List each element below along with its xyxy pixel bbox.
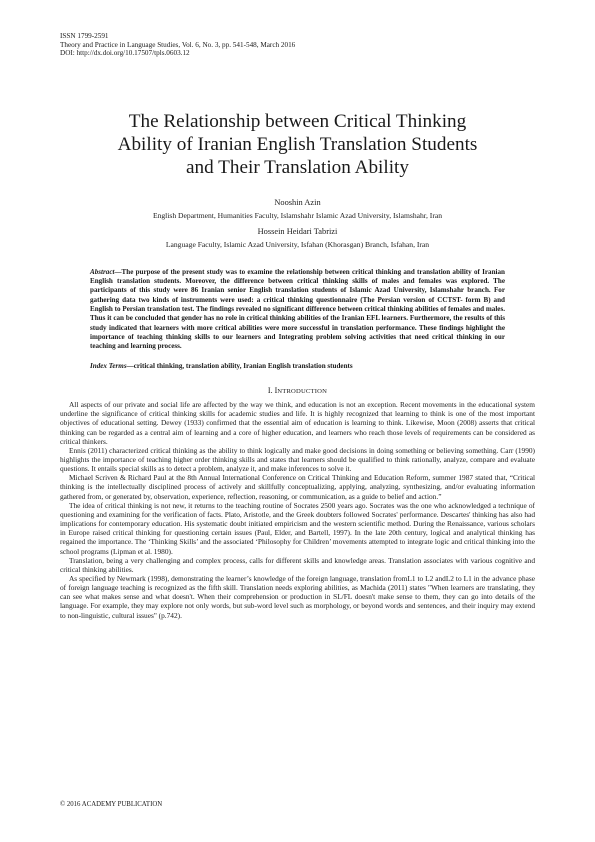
doi-link[interactable]: DOI: http://dx.doi.org/10.17507/tpls.0603.12 (60, 49, 190, 58)
abstract (90, 268, 505, 352)
index-terms-text: —critical thinking, translation ability, Iranian English translation students (126, 361, 353, 370)
paragraph: Translation, being a very challenging and complex process, calls for different skills and knowledge areas. Translation associates with various cognitive and critical thinking abilities. (60, 555, 535, 574)
body-text (60, 400, 535, 620)
paper-page (60, 32, 535, 620)
index-terms (90, 362, 505, 371)
title-line-1: The Relationship between Critical Thinking (128, 110, 467, 132)
index-terms-label: Index Terms (90, 361, 127, 370)
footer-copyright: © 2016 ACADEMY PUBLICATION (60, 801, 163, 808)
section-name: NTRODUCTION (277, 388, 328, 396)
title-line-3: and Their Translation Ability (186, 156, 409, 178)
author-name: Hossein Heidari Tabrizi (257, 227, 338, 237)
paragraph: As specified by Newmark (1998), demonstrating the learner’s knowledge of the foreign language, translation fromL1 to L2 andL2 to L1 in the advance phase of foreign language teaching is recognized as the fifth skill. Translation needs exploring abilities, as Machida (2011) states "When learners are translating, they can see what makes sense and what doesn't. When their comprehension or production in SL/FL doesn't make sense to them, they can go into details of the language. For example, they may explore not only words, but sub-word level such as morphology, or beyond words and sentences, and their inquiry may extend to non-linguistic, cultural issues" (p.742). (60, 574, 535, 620)
paper-title (60, 110, 535, 179)
paragraph: Michael Scriven & Richard Paul at the 8th Annual International Conference on Critical Thinking and Education Reform, summer 1987 stated that, “Critical thinking is the intellectually disciplined process of actively and skillfully conceptualizing, applying, analyzing, synthesizing, and/or evaluating information gathered from, or generated by, observation, experience, reflection, reasoning, or communication, as a guide to belief and action.” (60, 473, 535, 501)
issn: ISSN 1799-2591 (60, 32, 109, 40)
abstract-label: Abstract (90, 267, 115, 276)
paragraph: Ennis (2011) characterized critical thinking as the ability to think logically and make good decisions in doing something or believing something. Carr (1990) highlights the importance of teaching higher order thinking skills and states that learners should be qualified to think rationally, analyze, compare and evaluate questions. It entails special skills as to detect a problem, analyze it, and make inferences to solve it. (60, 445, 535, 474)
author-affiliation: English Department, Humanities Faculty, Islamshahr Islamic Azad University, Islamshahr, Iran (152, 210, 443, 220)
author-name: Nooshin Azin (274, 197, 321, 207)
title-line-2: Ability of Iranian English Translation Students (117, 133, 478, 155)
section-heading (60, 386, 535, 397)
paragraph: All aspects of our private and social life are affected by the way we think, and education is not an exception. Recent movements in the educational system underline the significance of critical thinking skills for academic studies and life. It is highly recognized that learning to think is one of the most important objectives of educational setting. Dewey (1933) confirmed that the essential aim of education is learning to think. Likewise, Moon (2008) asserts that critical thinking can be regarded as a central aim of learning and a core of higher education, and learners who reach those levels of requirements can be considered as critical thinkers. (60, 400, 535, 446)
section-number: I. I (267, 386, 278, 396)
author-affiliation: Language Faculty, Islamic Azad University, Isfahan (Khorasgan) Branch, Isfahan, Iran (165, 240, 430, 250)
paragraph: The idea of critical thinking is not new, it returns to the teaching routine of Socrates 2500 years ago. Socrates was the one who acknowledged a technique of questioning and examining for the verification of facts. Plato, Aristotle, and the Greek doubters followed Socrates' performance. Descartes' thinking has also had implications for contemporary education. His systematic doubt initiated empiricism and the western scientific method. During the Renaissance, various scholars in Europe raised critical thinking for questioning certain issues (Paul, Elder, and Bartell, 1997). In the late 20th century, logical and analytical thinking has regained the importance. The ‘Thinking Skills’ and the associated ‘Philosophy for Children’ movements attempted to integrate logic and critical thinking into the school programs (Lipman et al. 1980). (60, 500, 535, 556)
journal-citation: Theory and Practice in Language Studies, Vol. 6, No. 3, pp. 541-548, March 2016 (60, 40, 296, 49)
abstract-text: —The purpose of the present study was to examine the relationship between critical thinking and translation ability of Iranian English translation students. Moreover, the difference between critical thinking skills of males and females was explored. The participants of this study were 86 Iranian senior English translation students of Islamic Azad University, Islamshahr branch. For gathering data two kinds of instruments were used: a critical thinking questionnaire (The Persian version of CCTST- form B) and English to Persian translation test. The findings revealed no significant difference between critical thinking abilities of females and males. Thus it can be concluded that gender has no role in critical thinking abilities of the Iranian EFL learners. Furthermore, the results of this study indicated that learners with more critical abilities were more successful in translation performance. These findings highlight the importance of teaching thinking skills to our learners and Integrating problem solving activities that need critical thinking in our teaching and learning process. (90, 267, 505, 351)
